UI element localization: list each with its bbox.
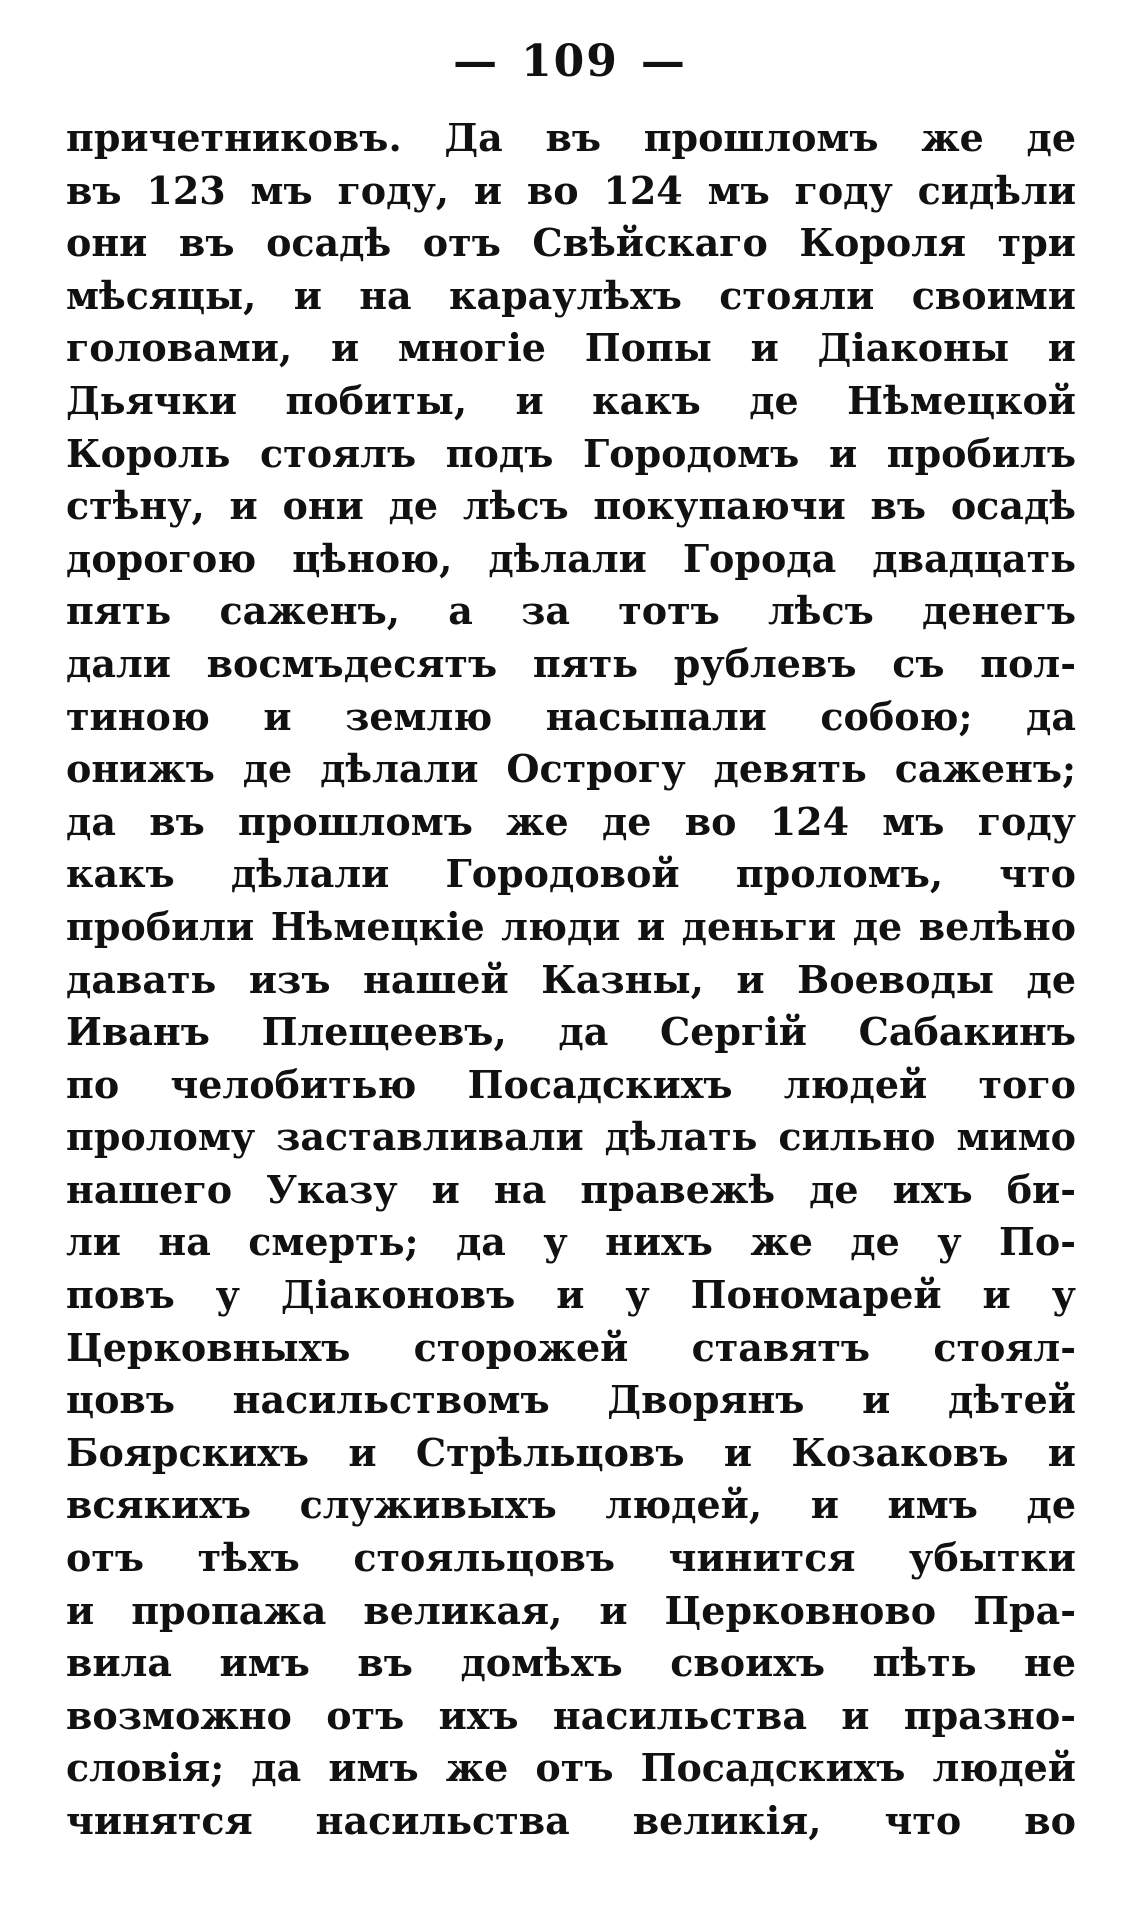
text-line: ли на смерть; да у нихъ же де у По- [66, 1219, 1076, 1265]
text-line: мѣсяцы, и на караулѣхъ стояли своими [66, 272, 1076, 318]
text-line: вила имъ въ домѣхъ своихъ пѣть не [66, 1640, 1076, 1686]
text-line: они въ осадѣ отъ Свѣйскаго Короля три [66, 220, 1076, 266]
text-line: возможно отъ ихъ насильства и празно- [66, 1692, 1076, 1738]
text-line: повъ у Діаконовъ и у Пономарей и у [66, 1272, 1076, 1318]
text-line: тиною и землю насыпали собою; да [66, 693, 1076, 739]
text-line: пробили Нѣмецкіе люди и деньги де велѣно [66, 903, 1076, 949]
text-line: какъ дѣлали Городовой проломъ, что [66, 851, 1076, 897]
text-line: дорогою цѣною, дѣлали Города двадцать [66, 535, 1076, 581]
header-dash-right: — [640, 36, 687, 87]
text-line: Дьячки побиты, и какъ де Нѣмецкой [66, 377, 1076, 423]
page-header [0, 36, 1140, 87]
text-line: всякихъ служивыхъ людей, и имъ де [66, 1482, 1076, 1528]
text-line: Церковныхъ сторожей ставятъ стоял- [66, 1324, 1076, 1370]
body-text [66, 112, 1076, 1848]
text-line: нашего Указу и на правежѣ де ихъ би- [66, 1166, 1076, 1212]
text-line: причетниковъ. Да въ прошломъ же де [66, 115, 1076, 160]
page-number: 109 [521, 36, 619, 87]
text-line: отъ тѣхъ стояльцовъ чинится убытки [66, 1535, 1076, 1581]
text-line: да въ прошломъ же де во 124 мъ году [66, 798, 1076, 844]
text-line: Король стоялъ подъ Городомъ и пробилъ [66, 430, 1076, 476]
text-line: стѣну, и они де лѣсъ покупаючи въ осадѣ [66, 483, 1076, 529]
text-line: пять саженъ, а за тотъ лѣсъ денегъ [66, 588, 1076, 634]
text-line: Боярскихъ и Стрѣльцовъ и Козаковъ и [66, 1429, 1076, 1475]
text-line: онижъ де дѣлали Острогу девять саженъ; [66, 746, 1076, 792]
text-line: и пропажа великая, и Церковново Пра- [66, 1587, 1076, 1633]
text-line: пролому заставливали дѣлать сильно мимо [66, 1114, 1076, 1160]
text-line: цовъ насильствомъ Дворянъ и дѣтей [66, 1377, 1076, 1423]
text-line: словія; да имъ же отъ Посадскихъ людей [66, 1745, 1076, 1791]
text-line: по челобитью Посадскихъ людей того [66, 1061, 1076, 1107]
header-dash-left: — [453, 36, 500, 87]
text-line: въ 123 мъ году, и во 124 мъ году сидѣли [66, 167, 1076, 213]
text-line: дали восмъдесятъ пять рублевъ съ пол- [66, 640, 1076, 686]
text-line: головами, и многіе Попы и Діаконы и [66, 325, 1076, 371]
text-line: давать изъ нашей Казны, и Воеводы де [66, 956, 1076, 1002]
text-line: Иванъ Плещеевъ, да Сергій Сабакинъ [66, 1009, 1076, 1055]
text-line: чинятся насильства великія, что во [66, 1798, 1076, 1843]
